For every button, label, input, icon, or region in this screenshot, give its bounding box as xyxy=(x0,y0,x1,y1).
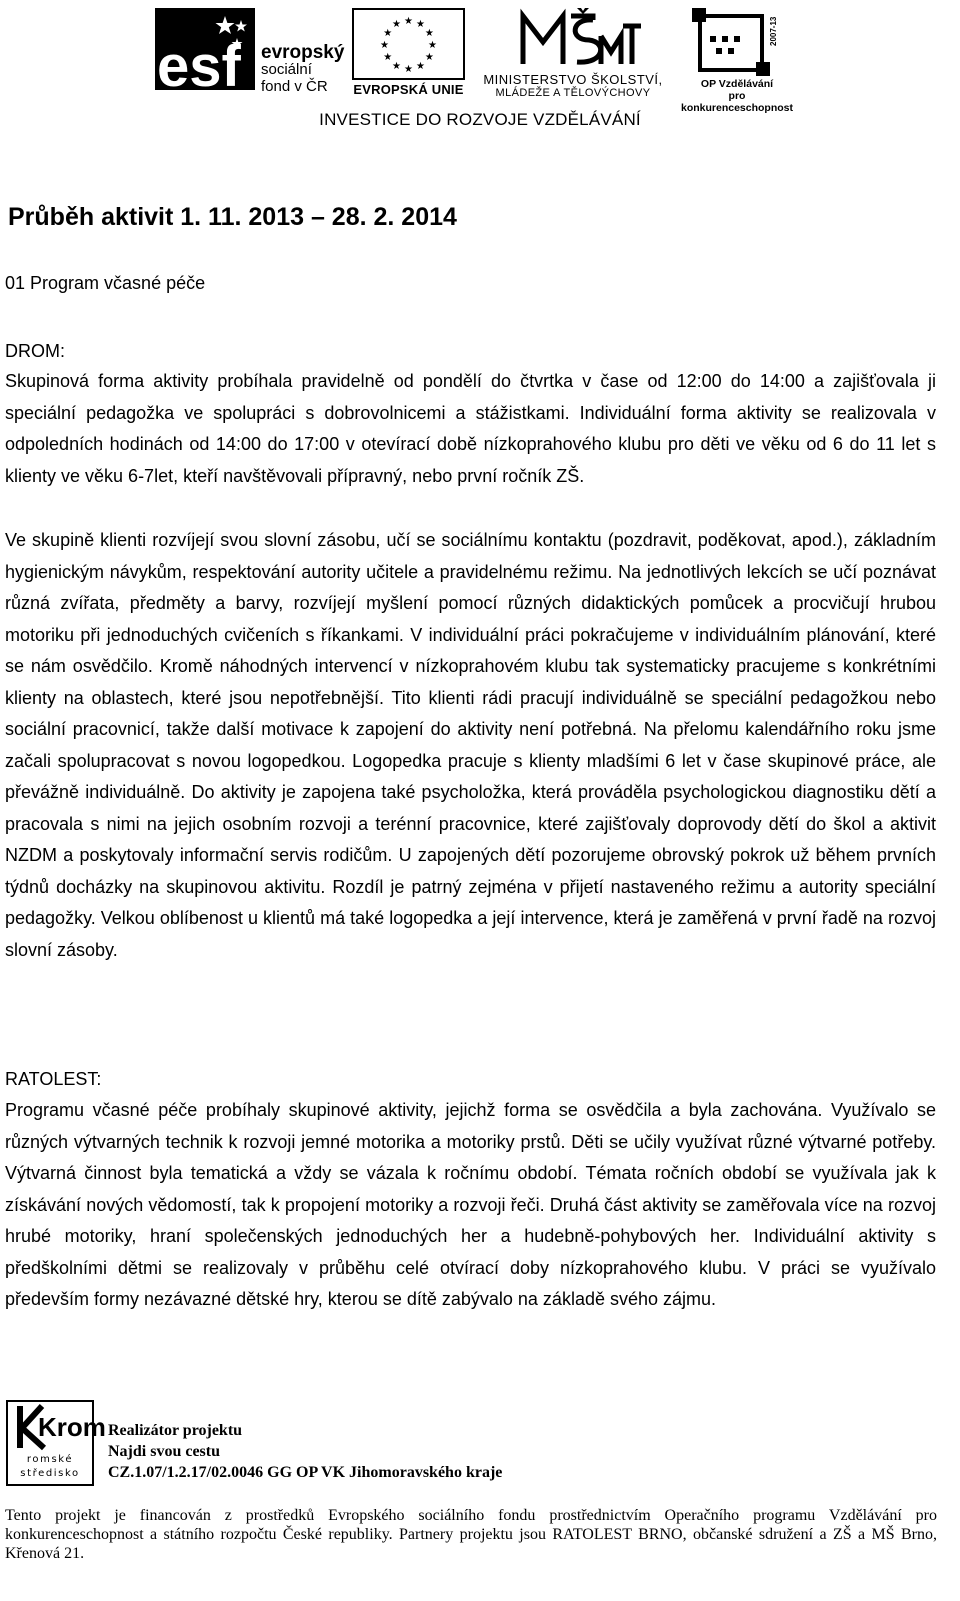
drom-paragraph-1: Skupinová forma aktivity probíhala pravidelně od pondělí do čtvrtka v čase od 12:00 do 14:00 a zajišťovala ji speciální pedagožka ve spolupráci s dobrovolnicemi a stážistkami. Individuální forma aktivity se realizovala v odpoledních hodinách od 14:00 do 17:00 v otevírací době nízkoprahového klubu pro děti ve věku od 6 do 11 let s klienty ve věku 6-7let, kteří navštěvovali přípravný, nebo první ročník ZŠ. xyxy=(5,371,936,486)
eu-star-icon: ★ xyxy=(416,19,425,31)
drom-label: DROM: xyxy=(5,341,65,361)
investice-tagline: INVESTICE DO ROZVOJE VZDĚLÁVÁNÍ xyxy=(319,110,641,129)
eu-star-icon: ★ xyxy=(424,52,434,63)
msmt-monogram-icon xyxy=(473,6,673,72)
document-title: Průběh aktivit 1. 11. 2013 – 28. 2. 2014 xyxy=(8,203,457,231)
svg-text:esf: esf xyxy=(157,34,241,99)
opvk-years: 2007-13 xyxy=(769,16,778,46)
krom-mark-icon xyxy=(8,1402,106,1452)
ratolest-label: RATOLEST: xyxy=(5,1069,102,1089)
krom-logo-line-1: romské xyxy=(26,1454,74,1465)
drom-paragraph-2: Ve skupině klienti rozvíjejí svou slovní zásobu, učí se sociálnímu kontaktu (pozdravit, poděkovat, apod.), základním hygienickým návykům, respektování autority učitele a pravidelnému režimu. Na jednotlivých lekcích se učí poznávat různá zvířata, předměty a barvy, rozvíjejí myšlení pomocí různých didaktických pomůcek a procvičují hrubou motoriku při jednoduchých cvičeních s říkankami. V individuální práci pokračujeme v individuálním plánování, které se nám osvědčilo. Kromě náhodných intervencí v nízkoprahovém klubu tak systematicky pracujeme s konkrétními klienty na oblastech, které jsou nepotřebnější. Tito klienti rádi pracují individuálně se speciální pedagožkou nebo sociální pracovnicí, takže další motivace k zapojení do aktivity není potřebná. Na přelomu kalendářního roku jsme začali spolupracovat s novou logopedkou. Logopedka pracuje s klienty mladšími 6 let v čase skupinové práce, ale převážně individuálně. Do aktivity je zapojena také psycholožka, která prováděla psychologickou diagnostiku dětí a pracovala s nimi na jejich osobním rozvoji a terénní pracovnice, které zajišťovaly doprovody dětí do škol a aktivit NZDM a poskytovaly informační servis rodičům. U zapojených dětí pozorujeme obrovský pokrok už během prvních týdnů docházky na skupinovou aktivitu. Rozdíl je patrný zejména v přijetí nastaveného režimu a autority speciální pedagožky. Velkou oblíbenost u klientů má také logopedka a její intervence, která je zaměřená v první řadě na rozvoj slovní zásoby. xyxy=(5,530,936,960)
header-logos xyxy=(0,0,960,150)
krom-logo-line-2: středisko xyxy=(20,1468,80,1479)
project-code: CZ.1.07/1.2.17/02.0046 GG OP VK Jihomoravského kraje xyxy=(108,1464,503,1481)
opvk-caption-2: pro konkurenceschopnost xyxy=(680,90,794,114)
section-heading: 01 Program včasné péče xyxy=(5,273,206,293)
krom-logo xyxy=(6,1400,106,1486)
msmt-caption-1: MINISTERSTVO ŠKOLSTVÍ, xyxy=(483,72,663,87)
realizator-block xyxy=(108,1420,502,1483)
eu-star-icon: ★ xyxy=(392,19,401,31)
esf-line-2: sociální xyxy=(261,61,312,78)
eu-star-icon: ★ xyxy=(424,28,434,39)
eu-star-icon: ★ xyxy=(392,60,401,72)
funding-note: Tento projekt je financován z prostředků Evropského sociálního fondu prostřednictvím Operačního programu Vzdělávání pro konkurenceschopnost a státního rozpočtu České republiky. Partnery projektu jsou RATOLEST BRNO, občanské sdružení a ZŠ a MŠ Brno, Křenová 21. xyxy=(5,1507,937,1562)
eu-star-icon: ★ xyxy=(404,16,413,27)
esf-logo-mark xyxy=(155,8,255,99)
opvk-mark-icon xyxy=(672,6,802,76)
ratolest-paragraph: Programu včasné péče probíhaly skupinové aktivity, jejichž forma se osvědčila a byla zachována. Využívalo se různých výtvarných technik k rozvoji jemné motorika a motoriky prstů. Děti se učily využívat různé výtvarné potřeby. Výtvarná činnost byla tematická a vždy se vázala k ročnímu období. Témata ročních období se využívala jak k získávání nových vědomostí, tak k propojení motoriky a rozvoji řeči. Druhá část aktivity se zaměřovala více na rozvoj hrubé motoriky, hraní společenských jednoduchých her a hudebně-pohybových her. Individuální aktivity s předškolními dětmi se realizovaly v průběhu celé otvírací doby nízkoprahového klubu. V práci se využívalo především formy nezávazné dětské hry, kterou se dítě zabývalo na základě svého zájmu. xyxy=(5,1100,936,1309)
eu-star-icon: ★ xyxy=(416,60,425,72)
eu-caption: EVROPSKÁ UNIE xyxy=(353,82,464,97)
eu-star-icon: ★ xyxy=(380,40,389,51)
eu-flag-icon xyxy=(352,8,465,80)
esf-line-1: evropský xyxy=(261,42,345,63)
esf-line-3: fond v ČR xyxy=(261,78,328,95)
eu-star-icon: ★ xyxy=(383,28,393,39)
opvk-logo xyxy=(672,6,802,114)
eu-star-icon: ★ xyxy=(428,40,437,51)
eu-star-icon: ★ xyxy=(404,64,413,75)
opvk-caption xyxy=(672,78,802,114)
project-name: Najdi svou cestu xyxy=(108,1443,221,1460)
esf-logo-text xyxy=(261,44,344,95)
msmt-caption-2: MLÁDEŽE A TĚLOVÝCHOVY xyxy=(495,87,651,99)
eu-star-icon: ★ xyxy=(383,52,393,63)
opvk-caption-1: OP Vzdělávání xyxy=(700,78,774,90)
msmt-logo xyxy=(473,6,673,101)
eu-logo xyxy=(352,8,467,98)
krom-logo-word: Krom xyxy=(38,1412,106,1442)
realizator-label: Realizátor projektu xyxy=(108,1422,243,1439)
